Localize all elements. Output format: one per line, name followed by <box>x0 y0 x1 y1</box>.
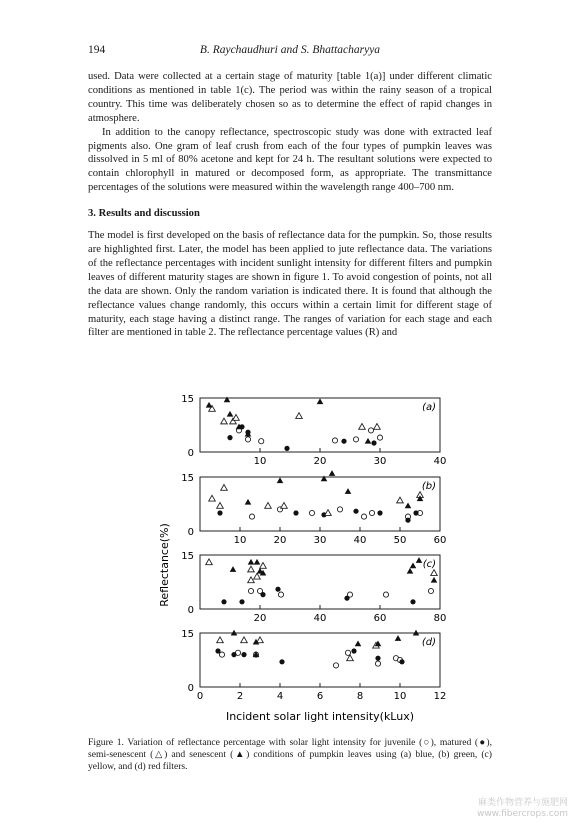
panel-label: (b) <box>421 481 436 492</box>
x-axis-label: Incident solar light intensity(kLux) <box>225 710 415 723</box>
x-tick-label: 20 <box>253 613 267 624</box>
running-authors: B. Raychaudhuri and S. Bhattacharyya <box>199 44 381 56</box>
section-heading: 3. Results and discussion <box>88 208 200 220</box>
paragraph: In addition to the canopy reflectance, spectroscopic study was done with extracted leaf pigments also. One gram of leaf crush from each of the four types of pumpkin leaves was dissolved in 5 ml of 80% acetone and kept for 24 h. The resultant solutions were expected to contain chlorophyll in matured or decomposed form, as appropriate. The transmittance percentages of the solutions were measured within the wavelength range 400–700 nm. <box>88 126 492 194</box>
y-tick-label: 15 <box>181 394 194 405</box>
point-semi-senescent <box>206 559 213 565</box>
point-matured <box>227 435 232 440</box>
point-senescent <box>227 411 234 417</box>
point-senescent <box>395 635 402 641</box>
point-matured <box>293 510 298 515</box>
point-senescent <box>245 499 252 505</box>
y-tick-label: 0 <box>187 605 194 616</box>
point-senescent <box>416 557 423 563</box>
point-semi-senescent <box>221 418 228 424</box>
panel-label: (a) <box>422 402 436 413</box>
point-juvenile <box>337 507 342 512</box>
x-tick-label: 30 <box>373 456 387 467</box>
point-matured <box>215 648 220 653</box>
x-tick-label: 20 <box>273 535 287 546</box>
x-tick-label: 8 <box>356 691 364 702</box>
x-tick-label: 0 <box>196 691 204 702</box>
point-matured <box>351 648 356 653</box>
point-semi-senescent <box>254 573 261 579</box>
y-tick-label: 15 <box>181 473 194 484</box>
x-tick-label: 6 <box>316 691 324 702</box>
page-number: 194 <box>88 44 106 56</box>
panel-label: (d) <box>421 637 436 648</box>
point-juvenile <box>375 661 380 666</box>
x-tick-label: 30 <box>313 535 327 546</box>
point-senescent <box>317 398 324 404</box>
point-matured <box>377 510 382 515</box>
y-tick-label: 15 <box>181 551 194 562</box>
point-senescent <box>206 402 213 408</box>
point-senescent <box>410 563 417 569</box>
point-semi-senescent <box>265 503 272 509</box>
point-matured <box>241 652 246 657</box>
point-semi-senescent <box>296 413 303 419</box>
watermark-line: www.fibercrops.com <box>477 809 568 819</box>
watermark-line: 麻类作物营养与施肥网 <box>477 798 568 808</box>
point-juvenile <box>219 652 224 657</box>
point-senescent <box>277 477 284 483</box>
point-senescent <box>345 488 352 494</box>
point-senescent <box>329 470 336 476</box>
point-matured <box>353 509 358 514</box>
point-matured <box>275 587 280 592</box>
point-semi-senescent <box>359 424 366 430</box>
point-juvenile <box>278 592 283 597</box>
point-senescent <box>355 641 362 647</box>
point-senescent <box>248 559 255 565</box>
point-matured <box>239 599 244 604</box>
point-juvenile <box>353 437 358 442</box>
point-semi-senescent <box>217 503 224 509</box>
point-semi-senescent <box>248 577 255 583</box>
point-senescent <box>230 566 237 572</box>
point-matured <box>231 652 236 657</box>
point-juvenile <box>333 663 338 668</box>
point-senescent <box>407 568 414 574</box>
x-tick-label: 10 <box>393 691 407 702</box>
y-tick-label: 0 <box>187 448 194 459</box>
point-semi-senescent <box>217 637 224 643</box>
panel-frame <box>200 633 440 687</box>
point-matured <box>410 599 415 604</box>
point-matured <box>221 599 226 604</box>
point-juvenile <box>368 428 373 433</box>
x-tick-label: 10 <box>233 535 247 546</box>
point-juvenile <box>248 588 253 593</box>
x-tick-label: 40 <box>353 535 367 546</box>
point-juvenile <box>369 510 374 515</box>
point-matured <box>217 510 222 515</box>
point-juvenile <box>332 438 337 443</box>
point-senescent <box>224 397 231 403</box>
body-text <box>88 70 492 340</box>
y-tick-label: 0 <box>187 683 194 694</box>
point-senescent <box>365 438 372 444</box>
y-axis-label: Reflectance(%) <box>158 523 171 607</box>
figure-1 <box>150 390 450 725</box>
paragraph: used. Data were collected at a certain stage of maturity [table 1(a)] under different climatic conditions as mentioned in table 1(c). The period was within the rainy season of a tropical country. This time was deliberately chosen so as to determine the effect of rapid changes in atmosphere. <box>88 71 492 124</box>
point-juvenile <box>428 588 433 593</box>
point-juvenile <box>245 437 250 442</box>
point-semi-senescent <box>241 637 248 643</box>
point-matured <box>341 439 346 444</box>
x-tick-label: 10 <box>253 456 267 467</box>
panel-label: (c) <box>422 559 436 570</box>
point-juvenile <box>309 510 314 515</box>
point-matured <box>399 659 404 664</box>
point-semi-senescent <box>221 485 228 491</box>
x-tick-label: 4 <box>276 691 284 702</box>
point-juvenile <box>383 592 388 597</box>
scatter-chart <box>150 390 450 725</box>
point-senescent <box>321 476 328 482</box>
point-semi-senescent <box>209 495 216 501</box>
point-matured <box>284 446 289 451</box>
watermark <box>477 798 568 820</box>
point-matured <box>405 518 410 523</box>
x-tick-label: 2 <box>236 691 244 702</box>
y-tick-label: 0 <box>187 527 194 538</box>
point-matured <box>413 510 418 515</box>
point-semi-senescent <box>374 424 381 430</box>
panel-frame <box>200 398 440 452</box>
paragraph: The model is first developed on the basis of reflectance data for the pumpkin. So, those results are highlighted first. Later, the model has been applied to jute reflectance data. The variations of the reflectance percentages with incident sunlight intensity for different filters and pumpkin leaves of different maturity stages are shown in figure 1. To avoid congestion of points, not all the data are shown. Only the random variation is indicated there. It is found that although the reflectance values change randomly, this occurs within a certain limit for different stage of maturity, each stage having a distinct range. The ranges of variation for each stage and each filter are mentioned in table 2. The reflectance percentage values (R) and <box>88 230 492 339</box>
point-senescent <box>405 503 412 509</box>
point-matured <box>279 659 284 664</box>
point-juvenile <box>259 439 264 444</box>
point-semi-senescent <box>233 415 240 421</box>
point-senescent <box>431 577 438 583</box>
x-tick-label: 12 <box>433 691 447 702</box>
point-semi-senescent <box>431 570 438 576</box>
point-senescent <box>254 559 261 565</box>
x-tick-label: 50 <box>393 535 407 546</box>
point-semi-senescent <box>397 497 404 503</box>
point-matured <box>371 440 376 445</box>
point-matured <box>260 592 265 597</box>
point-semi-senescent <box>248 566 255 572</box>
x-tick-label: 60 <box>433 535 447 546</box>
y-tick-label: 15 <box>181 629 194 640</box>
point-semi-senescent <box>281 503 288 509</box>
point-juvenile <box>249 514 254 519</box>
point-juvenile <box>361 514 366 519</box>
x-tick-label: 40 <box>313 613 327 624</box>
x-tick-label: 80 <box>433 613 447 624</box>
point-juvenile <box>377 435 382 440</box>
panel-frame <box>200 555 440 609</box>
point-semi-senescent <box>260 563 267 569</box>
point-matured <box>375 656 380 661</box>
point-matured <box>344 596 349 601</box>
x-tick-label: 40 <box>433 456 447 467</box>
figure-caption: Figure 1. Variation of reflectance percentage with solar light intensity for juvenile (○), matured (●), semi-senescent (△) and senescent (▲) conditions of pumpkin leaves using (a) blue, (b) green, (c) yellow, and (d) red filters. <box>88 737 492 773</box>
x-tick-label: 60 <box>373 613 387 624</box>
point-semi-senescent <box>325 510 332 516</box>
panel-frame <box>200 477 440 531</box>
x-tick-label: 20 <box>313 456 327 467</box>
